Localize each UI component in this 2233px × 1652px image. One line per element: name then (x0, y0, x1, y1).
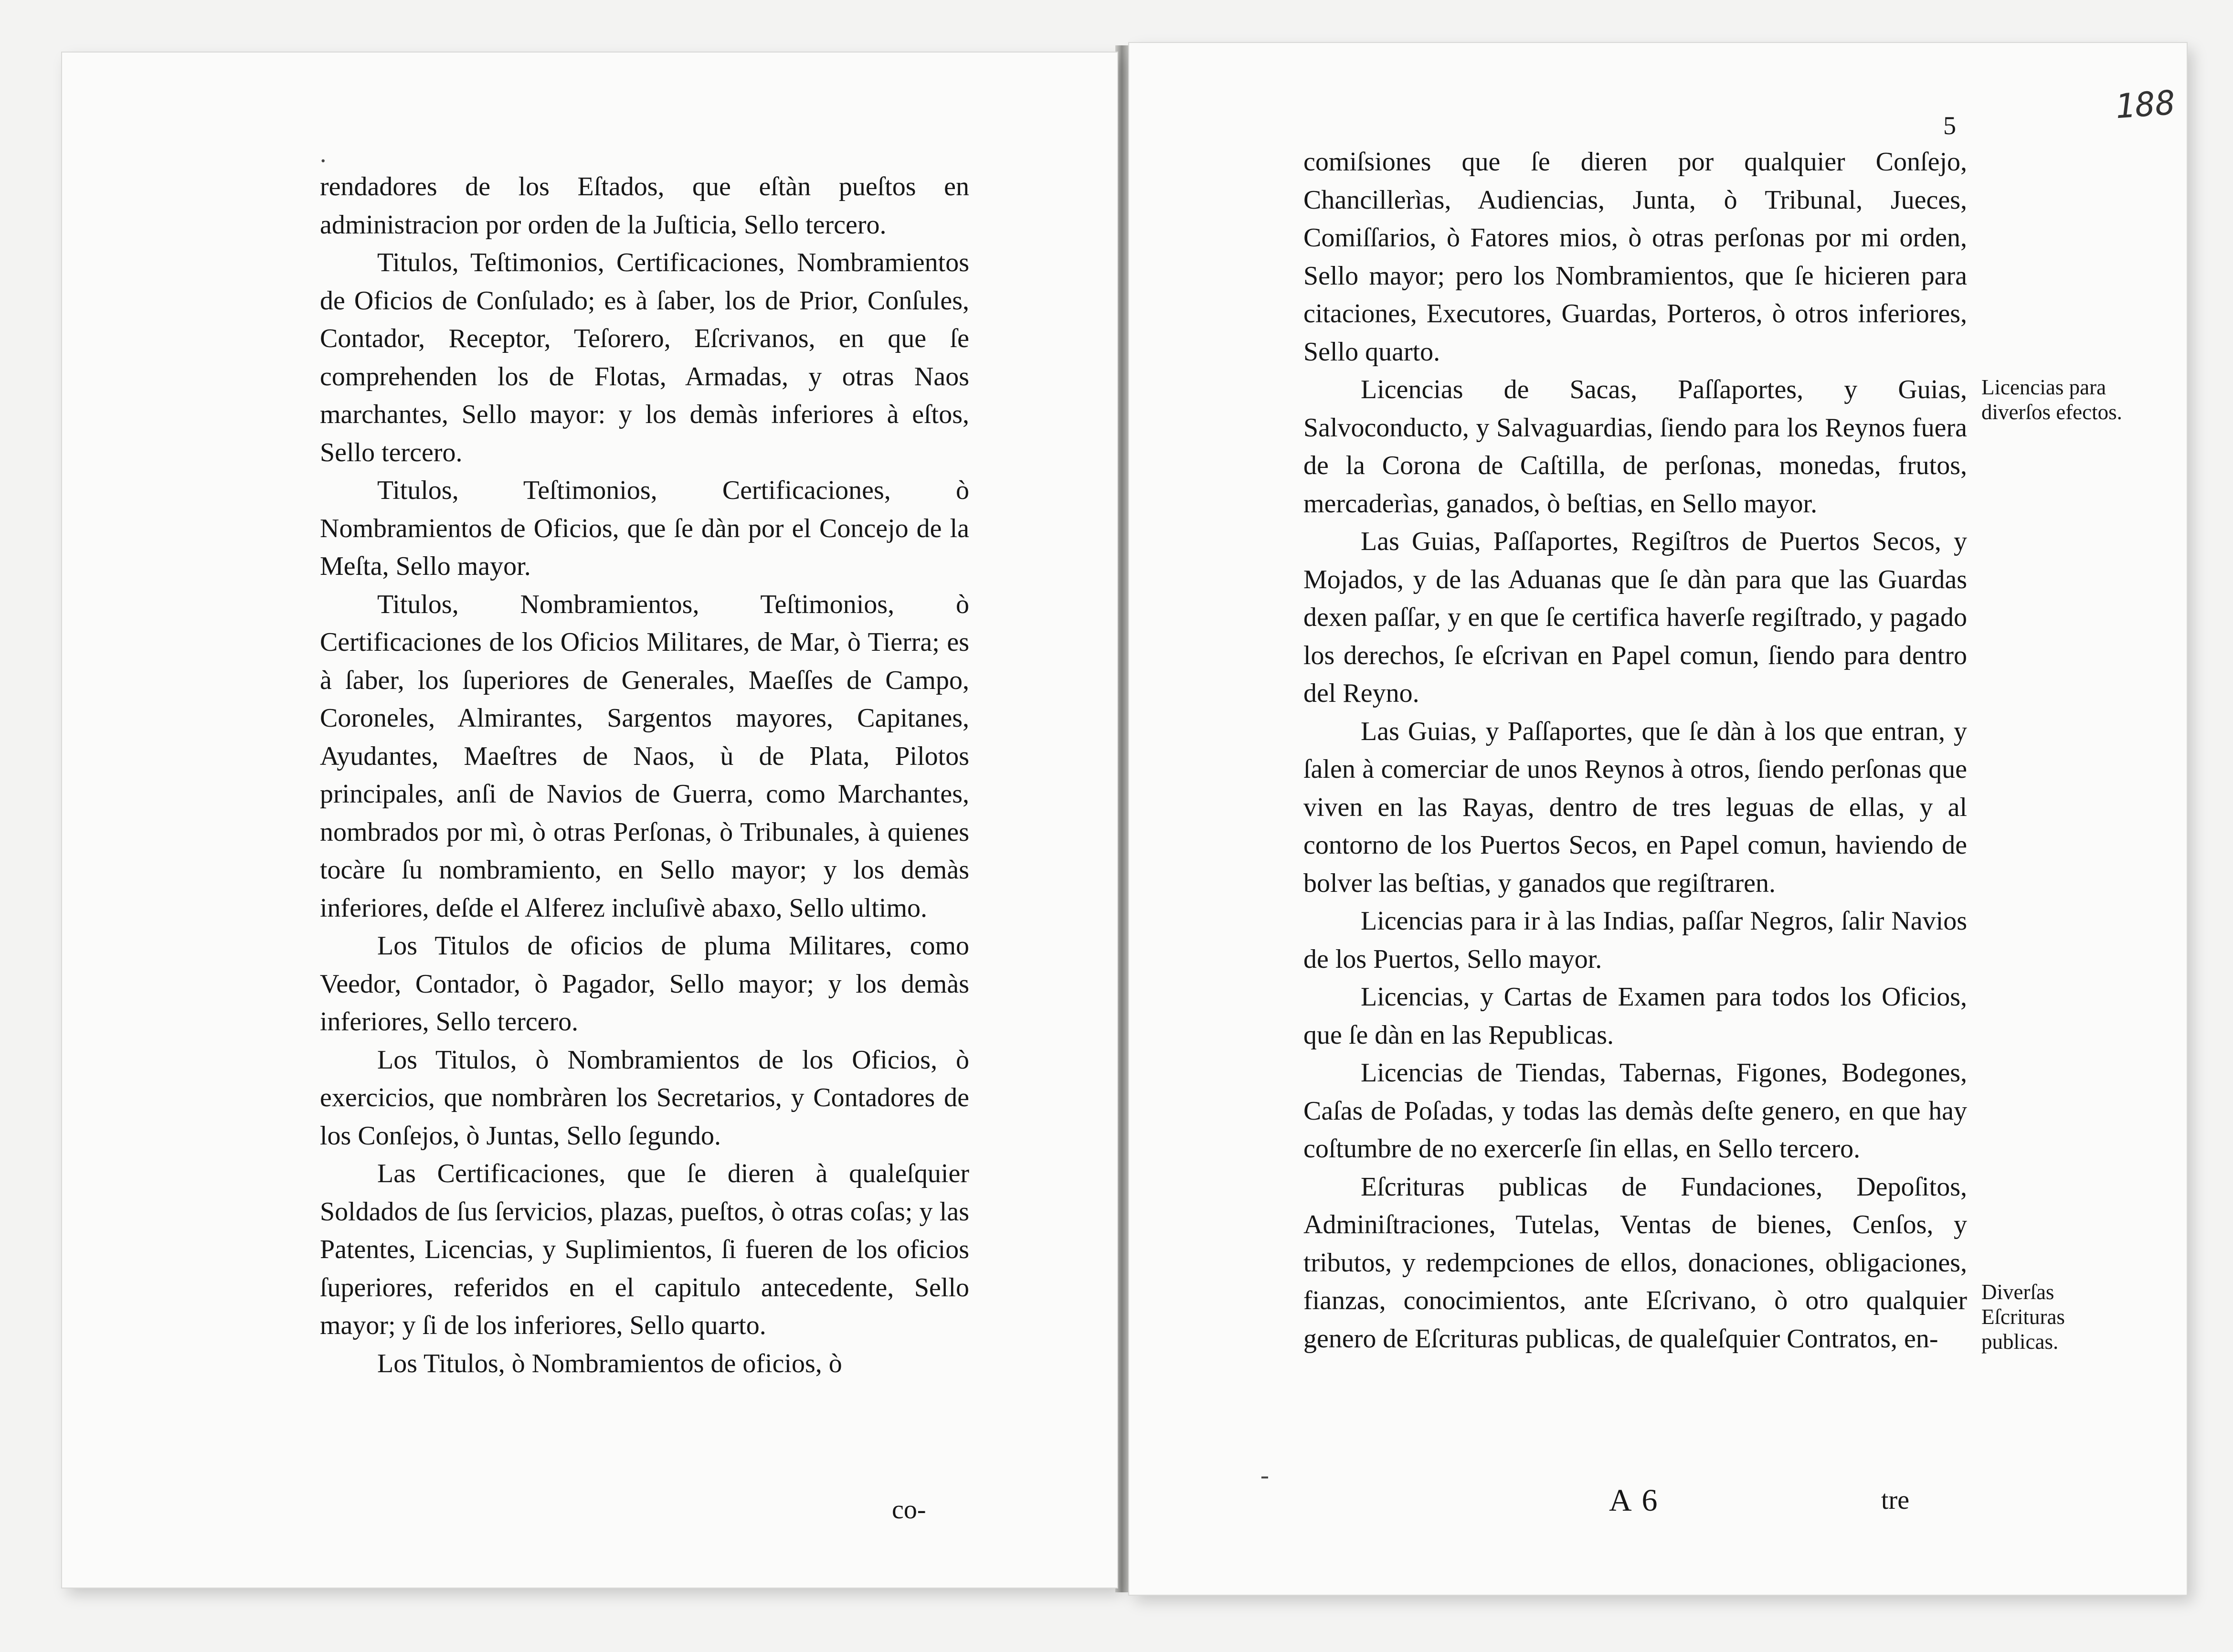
margin-note-licencias: Licencias para diverſos efectos. (1981, 375, 2122, 424)
left-paragraph: Titulos, Nombramientos, Teſtimonios, ò Certificaciones de los Oficios Militares, de Mar, ò Tierra; es à ſaber, los ſuperiores de Generales, Maeſſes de Campo, Coroneles, Almirantes, Sargentos mayores, Capitanes, Ayudantes, Maeſtres de Naos, ù de Plata, Pilotos principales, anſi de Navios de Guerra, como Marchantes, nombrados por mì, ò otras Perſonas, ò Tribunales, à quienes tocàre ſu nombramiento, en Sello mayor; y los demàs inferiores, deſde el Alferez incluſivè abaxo, Sello ultimo. (320, 589, 969, 923)
book-gutter (1115, 45, 1130, 1592)
right-page-text (1303, 143, 1967, 1358)
left-page-edge-mark: . (320, 139, 327, 168)
left-paragraph: rendadores de los Eſtados, que eſtàn pueſtos en administracion por orden de la Juſticia, Sello tercero. (320, 172, 969, 240)
right-paragraph: Licencias de Sacas, Paſſaportes, y Guias, Salvoconducto, y Salvaguardias, ſiendo para los Reynos fuera de la Corona de Caſtilla, de perſonas, monedas, frutos, mercaderìas, ganados, ò beſtias, en Sello mayor. (1303, 375, 1967, 519)
left-paragraph: Titulos, Teſtimonios, Certificaciones, Nombramientos de Oficios de Conſulado; es à ſaber, los de Prior, Conſules, Contador, Receptor, Teſorero, Eſcrivanos, en que ſe comprehenden los de Flotas, Armadas, y otras Naos marchantes, Sello mayor: y los demàs inferiores à eſtos, Sello tercero. (320, 248, 969, 467)
right-paragraph: Las Guias, Paſſaportes, Regiſtros de Puertos Secos, y Mojados, y de las Aduanas que ſe dàn para que las Guardas dexen paſſar, y en que ſe certifica haverſe regiſtrado, y pagado los derechos, ſe eſcrivan en Papel comun, ſiendo para dentro del Reyno. (1303, 527, 1967, 708)
left-catchword: co- (892, 1495, 926, 1525)
margin-note-escrituras: Diverſas Eſcrituras publicas. (1981, 1280, 2065, 1354)
right-paragraph: Licencias para ir à las Indias, paſſar Negros, ſalir Navios de los Puertos, Sello mayor. (1303, 906, 1967, 974)
right-paragraph: Licencias, y Cartas de Examen para todos los Oficios, que ſe dàn en las Republicas. (1303, 982, 1967, 1050)
right-paragraph: Eſcrituras publicas de Fundaciones, Depoſitos, Adminiſtraciones, Tutelas, Ventas de bienes, Cenſos, y tributos, y redempciones de ellos, donaciones, obligaciones, fianzas, conocimientos, ante Eſcrivano, ò otro qualquier genero de Eſcrituras publicas, de qualeſquier Contratos, en- (1303, 1172, 1967, 1354)
handwritten-folio-number: 188 (2114, 83, 2177, 127)
right-page-edge-mark: - (1260, 1461, 1269, 1489)
left-page-text (320, 168, 969, 1383)
left-paragraph: Los Titulos, ò Nombramientos de oficios, ò (377, 1348, 842, 1378)
right-paragraph: Las Guias, y Paſſaportes, que ſe dàn à los que entran, y ſalen à comerciar de unos Reynos à otros, ſiendo perſonas que viven en las Rayas, dentro de tres leguas de ellas, y al contorno de los Puertos Secos, en Papel comun, haviendo de bolver las beſtias, y ganados que regiſtraren. (1303, 716, 1967, 898)
left-paragraph: Los Titulos de oficios de pluma Militares, como Veedor, Contador, ò Pagador, Sello mayor; y los demàs inferiores, Sello tercero. (320, 931, 969, 1037)
right-paragraph: Licencias de Tiendas, Tabernas, Figones, Bodegones, Caſas de Poſadas, y todas las demàs deſte genero, en que hay coſtumbre de no exercerſe ſin ellas, en Sello tercero. (1303, 1058, 1967, 1164)
page-number: 5 (1943, 111, 1956, 140)
left-paragraph: Las Certificaciones, que ſe dieren à qualeſquier Soldados de ſus ſervicios, plazas, pueſtos, ò otras coſas; y las Patentes, Licencias, y Suplimientos, ſi fueren de los oficios ſuperiores, referidos en el capitulo antecedente, Sello mayor; y ſi de los inferiores, Sello quarto. (320, 1159, 969, 1340)
right-paragraph: comiſsiones que ſe dieren por qualquier Conſejo, Chancillerìas, Audiencias, Junta, ò Tribunal, Jueces, Comiſſarios, ò Fatores mios, ò otras perſonas por mi orden, Sello mayor; pero los Nombramientos, que ſe hicieren para citaciones, Executores, Guardas, Porteros, ò otros inferiores, Sello quarto. (1303, 147, 1967, 367)
right-catchword: tre (1881, 1485, 1910, 1515)
signature-mark: A 6 (1609, 1483, 1660, 1518)
left-paragraph: Titulos, Teſtimonios, Certificaciones, ò Nombramientos de Oficios, que ſe dàn por el Concejo de la Meſta, Sello mayor. (320, 476, 969, 581)
left-paragraph: Los Titulos, ò Nombramientos de los Oficios, ò exercicios, que nombràren los Secretarios, y Contadores de los Conſejos, ò Juntas, Sello ſegundo. (320, 1045, 969, 1151)
